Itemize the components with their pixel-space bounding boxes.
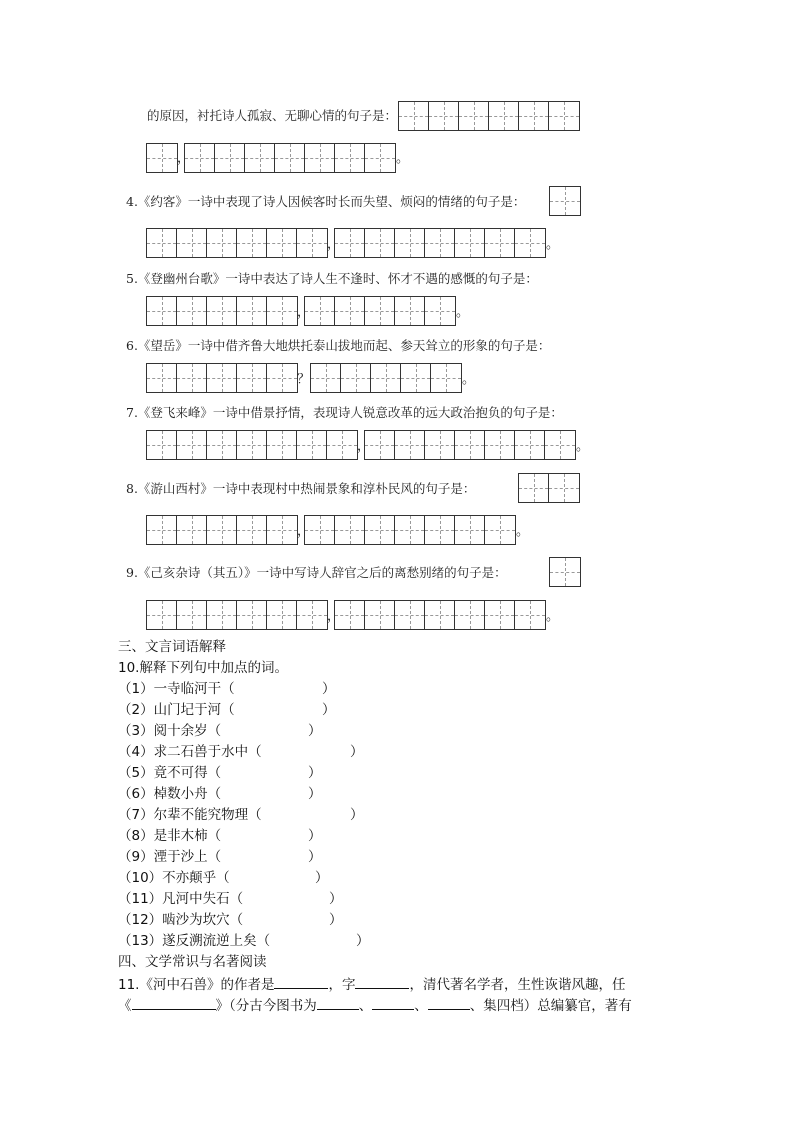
- period: 。: [546, 237, 560, 252]
- close-paren: ）: [308, 849, 322, 865]
- close-paren: ）: [308, 723, 322, 739]
- vocab-item: （11）凡河中失石（: [118, 891, 244, 907]
- q11-text-a: 11.《河中石兽》的作者是: [118, 977, 275, 993]
- period: 。: [456, 305, 470, 320]
- answer-grid[interactable]: [310, 363, 462, 393]
- question-4: 4.《约客》一诗中表现了诗人因候客时长而失望、烦闷的情绪的句子是：: [126, 194, 526, 209]
- close-paren: ）: [322, 681, 336, 697]
- category-blank-1[interactable]: [317, 995, 359, 1010]
- question-7: 7.《登飞来峰》一诗中借景抒情，表现诗人锐意改革的远大政治抱负的句子是：: [126, 405, 563, 420]
- answer-grid[interactable]: [398, 101, 580, 131]
- vocab-item: （3）阅十余岁（: [118, 723, 222, 739]
- vocab-item: （12）啮沙为坎穴（: [118, 912, 244, 928]
- question-10: 10.解释下列句中加点的词。: [118, 660, 288, 676]
- answer-grid[interactable]: [146, 430, 358, 460]
- vocab-item: （4）求二石兽于水中（: [118, 744, 262, 760]
- separator: 、: [414, 998, 428, 1014]
- vocab-item: （2）山门圮于河（: [118, 702, 235, 718]
- answer-grid[interactable]: [304, 515, 516, 545]
- answer-grid[interactable]: [304, 296, 456, 326]
- answer-grid[interactable]: [184, 143, 396, 173]
- answer-grid[interactable]: [334, 228, 546, 258]
- answer-grid[interactable]: [146, 515, 298, 545]
- period: 。: [516, 524, 530, 539]
- period: 。: [396, 151, 410, 166]
- q3-tail-text: 的原因，衬托诗人孤寂、无聊心情的句子是：: [147, 108, 398, 123]
- close-paren: ）: [308, 828, 322, 844]
- question-5: 5.《登幽州台歌》一诗中表达了诗人生不逢时、怀才不遇的感慨的句子是：: [126, 271, 538, 286]
- separator: 、: [358, 998, 373, 1014]
- category-blank-2[interactable]: [372, 995, 414, 1010]
- vocab-item: （13）遂反溯流逆上矣（: [118, 933, 271, 949]
- vocab-item: （6）棹数小舟（: [118, 786, 222, 802]
- q11-text-e: 》（分古今图书为: [215, 998, 317, 1014]
- answer-grid[interactable]: [334, 600, 546, 630]
- comma: ，: [327, 609, 341, 624]
- answer-grid[interactable]: [518, 473, 580, 503]
- period: 。: [576, 439, 590, 454]
- question-11-line-1: [118, 974, 625, 994]
- answer-grid[interactable]: [549, 186, 581, 216]
- close-paren: ）: [315, 870, 329, 886]
- close-paren: ）: [308, 786, 322, 802]
- close-paren: ）: [329, 912, 343, 928]
- section-3-title: 三、文言词语解释: [118, 639, 226, 655]
- answer-grid[interactable]: [146, 296, 298, 326]
- question-6: 6.《望岳》一诗中借齐鲁大地烘托泰山拔地而起、参天耸立的形象的句子是：: [126, 338, 551, 353]
- vocab-item: （9）湮于沙上（: [118, 849, 222, 865]
- close-paren: ）: [322, 702, 336, 718]
- comma: ，: [327, 237, 341, 252]
- answer-grid[interactable]: [549, 557, 581, 587]
- answer-grid[interactable]: [146, 600, 328, 630]
- period: 。: [462, 372, 476, 387]
- question-11-line-2: [118, 995, 632, 1015]
- question-9: 9.《己亥杂诗（其五）》一诗中写诗人辞官之后的离愁别绪的句子是：: [126, 565, 507, 580]
- question-mark: ？: [297, 372, 311, 387]
- close-paren: ）: [329, 891, 343, 907]
- q11-text-f: 、集四档）总编纂官，著有: [469, 998, 632, 1014]
- vocab-item: （7）尔辈不能究物理（: [118, 807, 262, 823]
- section-4-title: 四、文学常识与名著阅读: [118, 954, 267, 970]
- close-paren: ）: [350, 807, 364, 823]
- vocab-item: （1）一寺临河干（: [118, 681, 235, 697]
- courtesy-name-blank[interactable]: [355, 974, 409, 989]
- answer-grid[interactable]: [146, 143, 178, 173]
- period: 。: [546, 609, 560, 624]
- answer-grid[interactable]: [146, 363, 298, 393]
- category-blank-3[interactable]: [428, 995, 470, 1010]
- q11-text-b: ，字: [328, 977, 356, 993]
- answer-grid[interactable]: [364, 430, 576, 460]
- close-paren: ）: [350, 744, 364, 760]
- book-title-blank[interactable]: [132, 995, 216, 1010]
- comma: ，: [357, 439, 371, 454]
- close-paren: ）: [356, 933, 370, 949]
- question-8: 8.《游山西村》一诗中表现村中热闹景象和淳朴民风的句子是：: [126, 481, 476, 496]
- vocab-item: （8）是非木柿（: [118, 828, 222, 844]
- vocab-item: （5）竟不可得（: [118, 765, 222, 781]
- comma: ，: [297, 305, 311, 320]
- q11-text-d: 《: [118, 998, 132, 1014]
- comma: ，: [177, 151, 191, 166]
- comma: ，: [297, 524, 311, 539]
- q11-text-c: ，清代著名学者，生性诙谐风趣，任: [409, 977, 626, 993]
- answer-grid[interactable]: [146, 228, 328, 258]
- close-paren: ）: [308, 765, 322, 781]
- vocab-item: （10）不亦颠乎（: [118, 870, 230, 886]
- author-blank[interactable]: [274, 974, 328, 989]
